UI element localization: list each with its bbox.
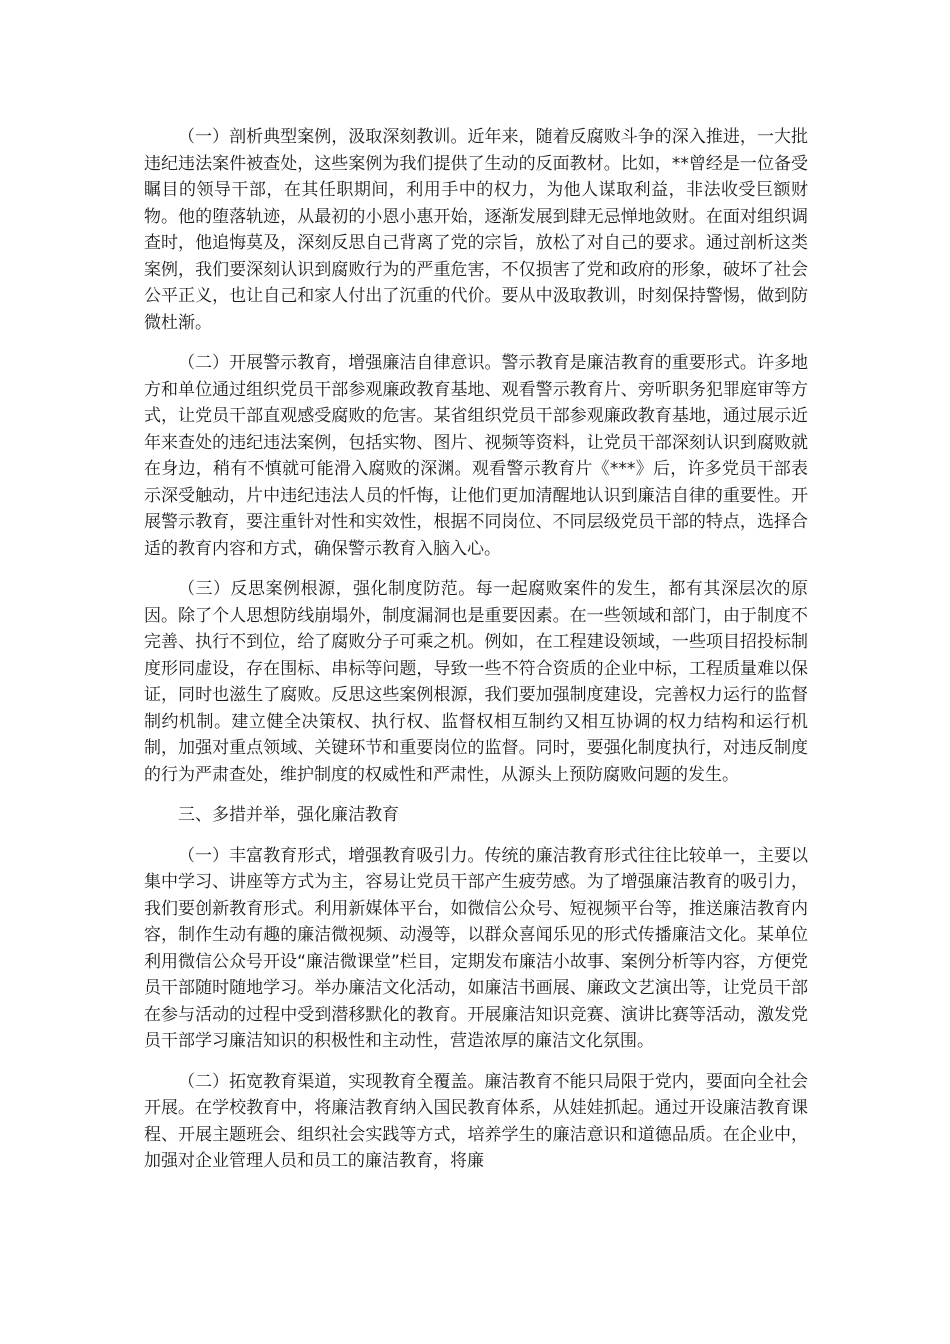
paragraph-case-analysis: （一）剖析典型案例，汲取深刻教训。近年来，随着反腐败斗争的深入推进，一大批违纪违法案件被查处，这些案例为我们提供了生动的反面教材。比如，**曾经是一位备受瞩目的领导干部，在其任职期间，利用手中的权力，为他人谋取利益，非法收受巨额财物。他的堕落轨迹，从最初的小恩小惠开始，逐渐发展到肆无忌惮地敛财。在面对组织调查时，他追悔莫及，深刻反思自己背离了党的宗旨，放松了对自己的要求。通过剖析这类案例，我们要深刻认识到腐败行为的严重危害，不仅损害了党和政府的形象，破坏了社会公平正义，也让自己和家人付出了沉重的代价。要从中汲取教训，时刻保持警惕，做到防微杜渐。 [144,127,808,333]
paragraph-warning-education: （二）开展警示教育，增强廉洁自律意识。警示教育是廉洁教育的重要形式。许多地方和单位通过组织党员干部参观廉政教育基地、观看警示教育片、旁听职务犯罪庭审等方式，让党员干部直观感受腐败的危害。某省组织党员干部参观廉政教育基地，通过展示近年来查处的违纪违法案例，包括实物、图片、视频等资料，让党员干部深刻认识到腐败就在身边，稍有不慎就可能滑入腐败的深渊。观看警示教育片《***》后，许多党员干部表示深受触动，片中违纪违法人员的忏悔，让他们更加清醒地认识到廉洁自律的重要性。开展警示教育，要注重针对性和实效性，根据不同岗位、不同层级党员干部的特点，选择合适的教育内容和方式，确保警示教育入脑入心。 [144,353,808,559]
section-heading: 三、多措并举，强化廉洁教育 [178,805,399,825]
document-body [144,124,808,1175]
paragraph-broaden-education-channels: （二）拓宽教育渠道，实现教育全覆盖。廉洁教育不能只局限于党内，要面向全社会开展。在学校教育中，将廉洁教育纳入国民教育体系，从娃娃抓起。通过开设廉洁教育课程、开展主题班会、组织社会实践等方式，培养学生的廉洁意识和道德品质。在企业中，加强对企业管理人员和员工的廉洁教育，将廉 [144,1071,808,1171]
paragraph-enrich-education-forms: （一）丰富教育形式，增强教育吸引力。传统的廉洁教育形式往往比较单一，主要以集中学习、讲座等方式为主，容易让党员干部产生疲劳感。为了增强廉洁教育的吸引力，我们要创新教育形式。利用新媒体平台，如微信公众号、短视频平台等，推送廉洁教育内容，制作生动有趣的廉洁微视频、动漫等，以群众喜闻乐见的形式传播廉洁文化。某单位利用微信公众号开设“廉洁微课堂”栏目，定期发布廉洁小故事、案例分析等内容，方便党员干部随时随地学习。举办廉洁文化活动，如廉洁书画展、廉政文艺演出等，让党员干部在参与活动的过程中受到潜移默化的教育。开展廉洁知识竞赛、演讲比赛等活动，激发党员干部学习廉洁知识的积极性和主动性，营造浓厚的廉洁文化氛围。 [144,845,808,1051]
paragraph-case-root-reflection: （三）反思案例根源，强化制度防范。每一起腐败案件的发生，都有其深层次的原因。除了个人思想防线崩塌外，制度漏洞也是重要因素。在一些领域和部门，由于制度不完善、执行不到位，给了腐败分子可乘之机。例如，在工程建设领域，一些项目招投标制度形同虚设，存在围标、串标等问题，导致一些不符合资质的企业中标，工程质量难以保证，同时也滋生了腐败。反思这些案例根源，我们要加强制度建设，完善权力运行的监督制约机制。建立健全决策权、执行权、监督权相互制约又相互协调的权力结构和运行机制，加强对重点领域、关键环节和重要岗位的监督。同时，要强化制度执行，对违反制度的行为严肃查处，维护制度的权威性和严肃性，从源头上预防腐败问题的发生。 [144,579,808,785]
